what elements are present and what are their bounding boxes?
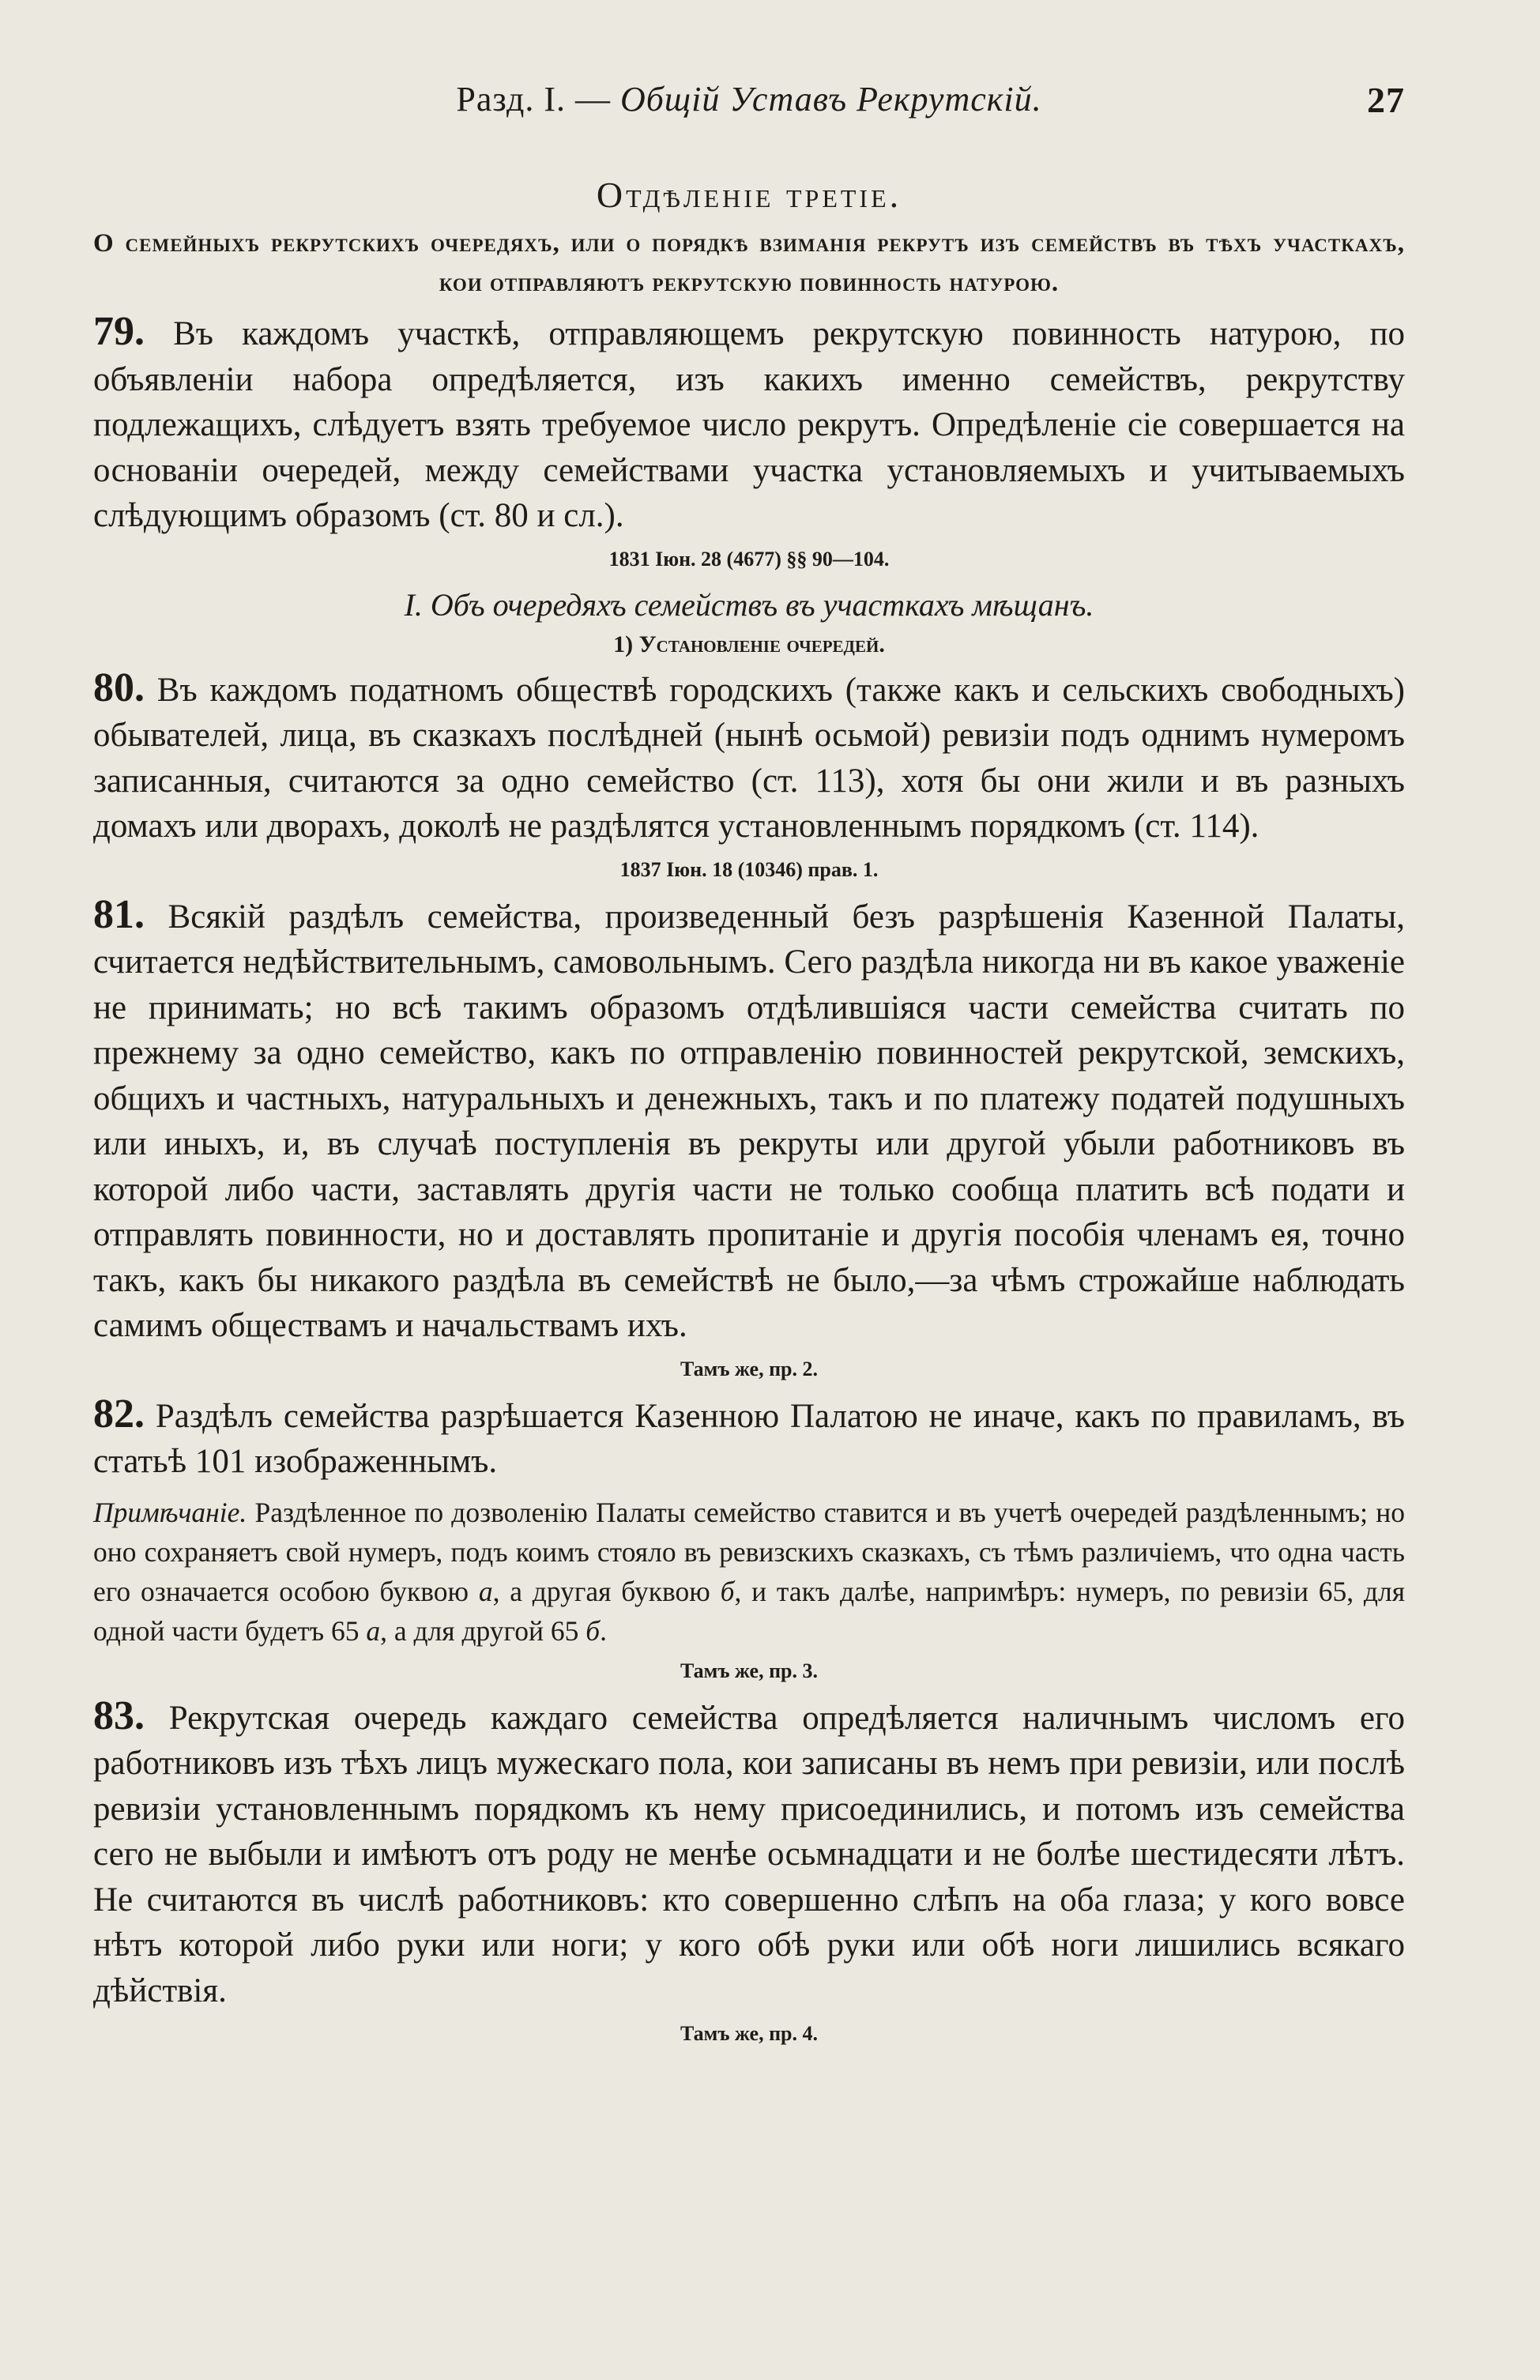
article-number: 79.	[93, 309, 145, 354]
note-text: .	[600, 1614, 607, 1647]
legal-source: 1831 Іюн. 28 (4677) §§ 90—104.	[608, 547, 890, 571]
note-letter: б	[586, 1614, 601, 1647]
note-letter: а	[366, 1614, 381, 1647]
section-title: Отдѣленіе третіе.	[596, 175, 902, 215]
article-number: 83.	[93, 1693, 145, 1738]
article-79	[93, 309, 1405, 539]
running-head	[93, 79, 1405, 142]
text-block	[93, 79, 1405, 2056]
legal-source: 1837 Іюн. 18 (10346) прав. 1.	[619, 857, 879, 881]
section-subtitle: О семейныхъ рекрутскихъ очередяхъ, или о порядкѣ взиманія рекрутъ изъ семействъ въ тѣхъ участкахъ, кои отправляютъ рекрутскую повинность натурою.	[93, 229, 1405, 297]
article-80	[93, 665, 1405, 849]
legal-source: Тамъ же, пр. 3.	[680, 1659, 819, 1682]
note-label: Примѣчаніе.	[93, 1496, 247, 1528]
article-text: Всякій раздѣлъ семейства, произведенный безъ разрѣшенія Казенной Палаты, считается недѣйствительнымъ, самовольнымъ. Сего раздѣла никогда ни въ какое уваженіе не принимать; но всѣ такимъ образомъ отдѣлившіяся части семейства считать по прежнему за одно семейство, какъ по отправленію повинностей рекрутской, земскихъ, общихъ и частныхъ, натуральныхъ и денежныхъ, такъ и по платежу податей подушныхъ или иныхъ, и, въ случаѣ поступленія въ рекруты или другой убыли работниковъ въ которой либо части, заставлять другія части не только сообща платить всѣ подати и отправлять повинности, но и доставлять пропитаніе и другія пособія членамъ ея, точно такъ, какъ бы никакого раздѣла въ семействѣ не было,—за чѣмъ строжайше наблюдать самимъ обществамъ и начальствамъ ихъ.	[93, 898, 1406, 1344]
note-letter: а	[478, 1575, 493, 1607]
article-81	[93, 892, 1405, 1349]
article-text: Раздѣлъ семейства разрѣшается Казенною Палатою не иначе, какъ по правиламъ, въ статьѣ 101 изображеннымъ.	[93, 1397, 1406, 1480]
page-number: 27	[1367, 80, 1405, 120]
article-number: 80.	[93, 665, 145, 710]
note-text: , а для другой 65	[380, 1614, 579, 1647]
article-text: Въ каждомъ участкѣ, отправляющемъ рекрутскую повинность натурою, по объявленіи набора опредѣляется, изъ какихъ именно семействъ, рекрутству подлежащихъ, слѣдуетъ взять требуемое число рекрутъ. Опредѣленіе сіе совершается на основаніи очередей, между семействами участка установляемыхъ и учитываемыхъ слѣдующимъ образомъ (ст. 80 и сл.).	[93, 315, 1405, 534]
article-83	[93, 1693, 1405, 2014]
article-text: Рекрутская очередь каждаго семейства опредѣляется наличнымъ числомъ его работниковъ изъ тѣхъ лицъ мужескаго пола, кои записаны въ немъ при ревизіи, или послѣ ревизіи установленнымъ порядкомъ къ нему присоединились, и потомъ изъ семейства сего не выбыли и имѣютъ отъ роду не менѣе осьмнадцати и не болѣе шестидесяти лѣтъ. Не считаются въ числѣ работниковъ: кто совершенно слѣпъ на оба глаза; у кого вовсе нѣтъ которой либо руки или ноги; у кого обѣ руки или обѣ ноги лишились всякаго дѣйствія.	[93, 1699, 1405, 2009]
article-note	[93, 1493, 1405, 1651]
chapter-heading: I. Объ очередяхъ семействъ въ участкахъ мѣщанъ.	[404, 586, 1094, 623]
note-text: , и такъ далѣе, напримѣръ: нумеръ, по ревизіи 65, для одной части будетъ 65	[93, 1575, 1406, 1647]
article-number: 81.	[93, 891, 145, 937]
article-82	[93, 1391, 1405, 1485]
running-head-title: Общій Уставъ Рекрутскій.	[620, 80, 1042, 119]
article-number: 82.	[93, 1391, 145, 1437]
legal-source: Тамъ же, пр. 4.	[680, 2022, 819, 2045]
note-text: , а другая буквою	[492, 1575, 710, 1607]
running-head-section: Разд. I. —	[456, 80, 612, 119]
article-text: Въ каждомъ податномъ обществѣ городскихъ (также какъ и сельскихъ свободныхъ) обывателей, лица, въ сказкахъ послѣдней (нынѣ осьмой) ревизіи подъ однимъ нумеромъ записанныя, считаются за одно семейство (ст. 113), хотя бы они жили и въ разныхъ домахъ или дворахъ, доколѣ не раздѣлятся установленнымъ порядкомъ (ст. 114).	[93, 671, 1405, 845]
chapter-subheading: 1) Установленіе очередей.	[613, 631, 885, 657]
note-text: Раздѣленное по дозволенію Палаты семейство ставится и въ учетѣ очередей раздѣленнымъ; но оно сохраняетъ свой нумеръ, подъ коимъ стояло въ ревизскихъ сказкахъ, съ тѣмъ различіемъ, что одна часть его означается особою буквою	[93, 1496, 1405, 1607]
note-letter: б	[720, 1575, 735, 1607]
legal-source: Тамъ же, пр. 2.	[680, 1357, 819, 1380]
